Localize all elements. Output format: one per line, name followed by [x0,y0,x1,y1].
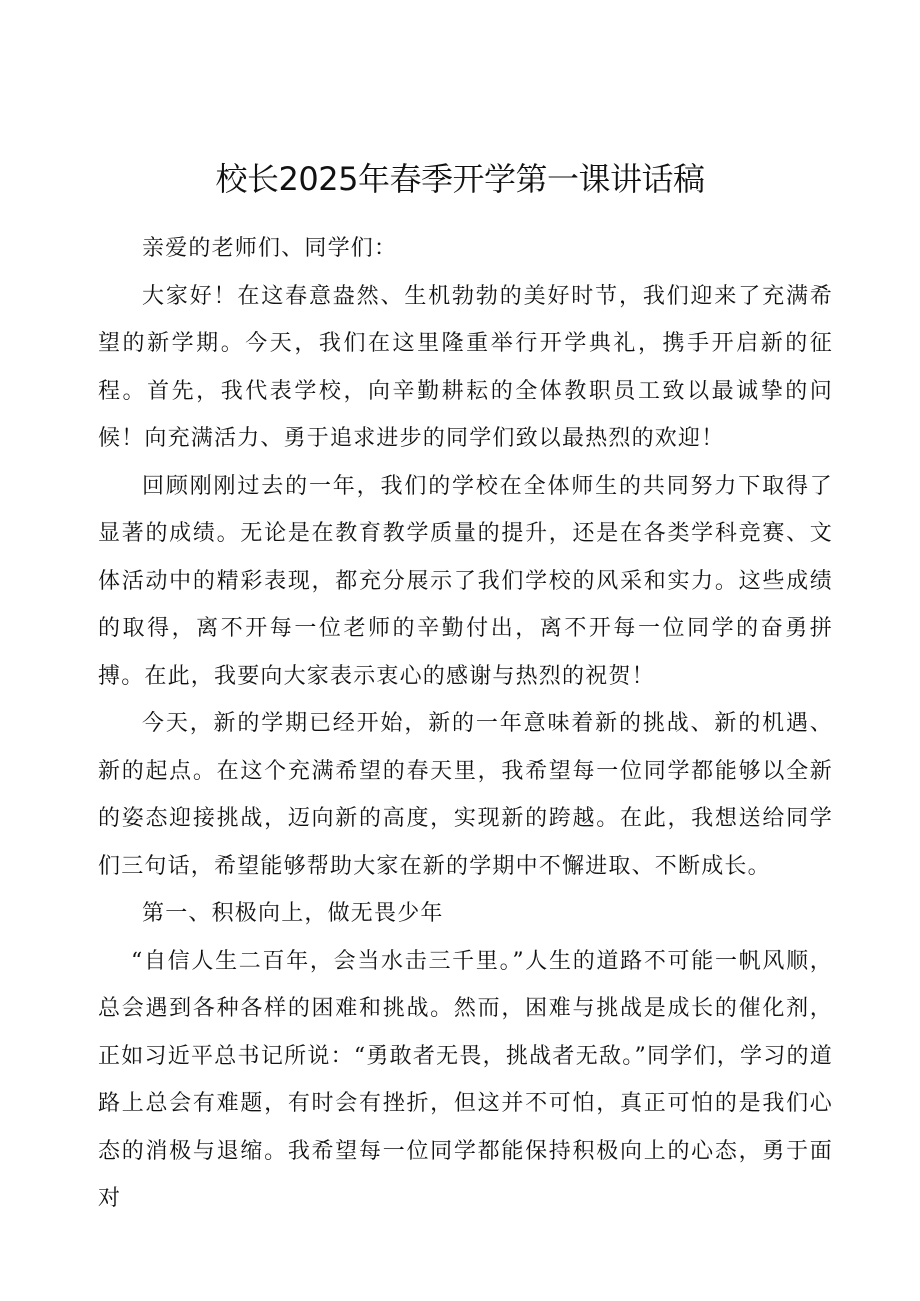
document-title: 校长2025年春季开学第一课讲话稿 [215,160,705,198]
paragraph-new-semester: 今天，新的学期已经开始，新的一年意味着新的挑战、新的机遇、新的起点。在这个充满希望的春天里，我希望每一位同学都能够以全新的姿态迎接挑战，迈向新的高度，实现新的跨越。在此，我想送给同学们三句话，希望能够帮助大家在新的学期中不懈进取、不断成长。 [98,711,833,879]
paragraph-positive-attitude: “自信人生二百年，会当水击三千里。”人生的道路不可能一帆风顺，总会遇到各种各样的困难和挑战。然而，困难与挑战是成长的催化剂，正如习近平总书记所说：“勇敢者无畏，挑战者无敌。”同学们，学习的道路上总会有难题，有时会有挫折，但这并不可怕，真正可怕的是我们心态的消极与退缩。我希望每一位同学都能保持积极向上的心态，勇于面对 [98,948,833,1211]
paragraph-greeting: 大家好！在这春意盎然、生机勃勃的美好时节，我们迎来了充满希望的新学期。今天，我们在这里隆重举行开学典礼，携手开启新的征程。首先，我代表学校，向辛勤耕耘的全体教职员工致以最诚挚的问候！向充满活力、勇于追求进步的同学们致以最热烈的欢迎！ [98,283,833,451]
paragraph-review: 回顾刚刚过去的一年，我们的学校在全体师生的共同努力下取得了显著的成绩。无论是在教育教学质量的提升，还是在各类学科竞赛、文体活动中的精彩表现，都充分展示了我们学校的风采和实力。这些成绩的取得，离不开每一位老师的辛勤付出，离不开每一位同学的奋勇拼搏。在此，我要向大家表示衷心的感谢与热烈的祝贺！ [98,473,833,689]
section-heading-first: 第一、积极向上，做无畏少年 [142,901,444,926]
document-body [98,225,833,1223]
paragraph-salutation: 亲爱的老师们、同学们： [142,236,398,261]
